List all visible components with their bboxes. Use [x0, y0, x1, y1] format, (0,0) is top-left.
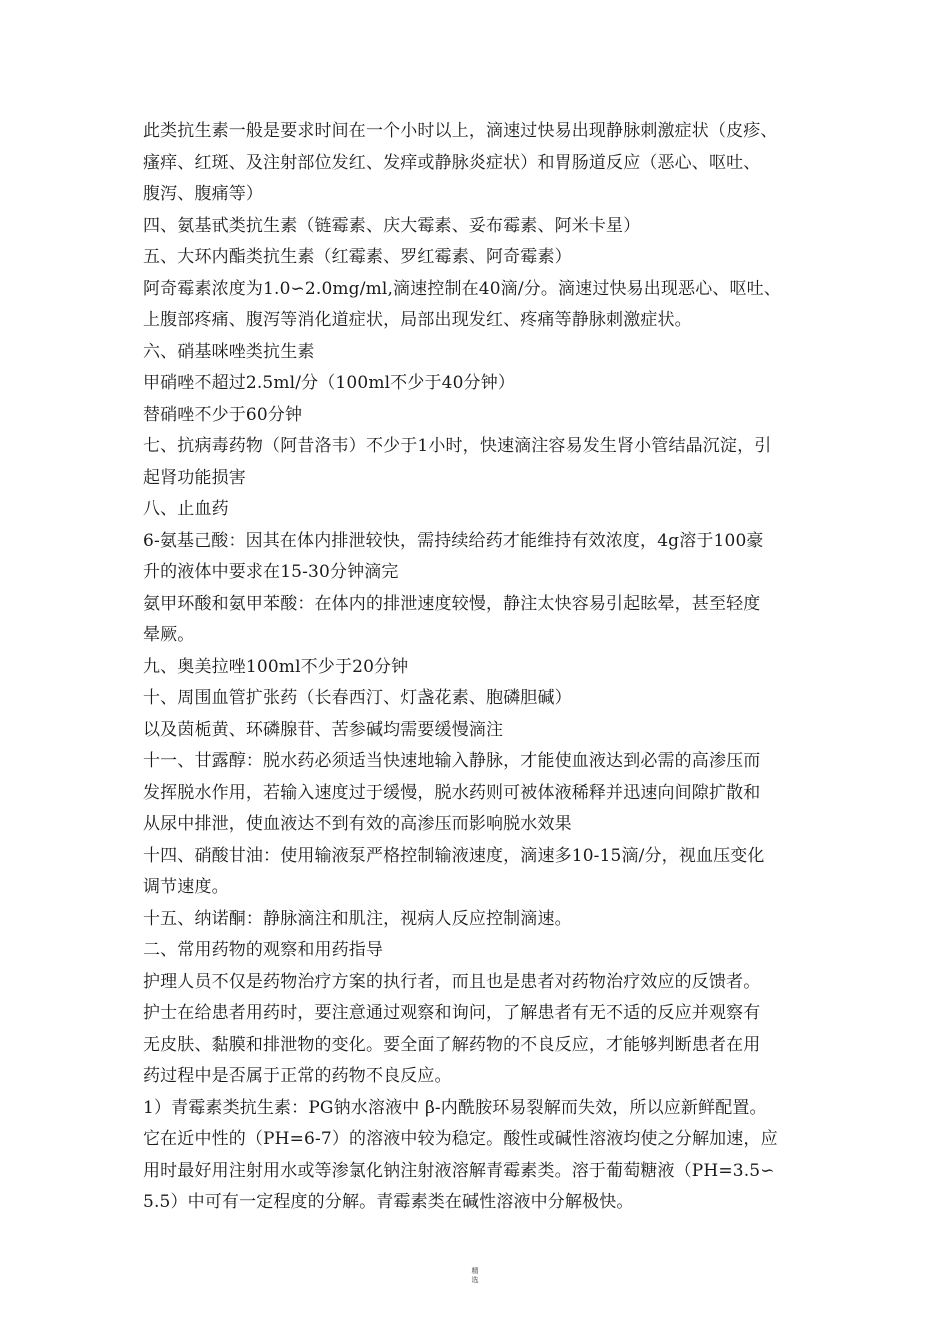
page-footer — [0, 1267, 950, 1285]
section-heading: 十四、硝酸甘油：使用输液泵严格控制输液速度，滴速多10-15滴/分，视血压变化 — [143, 845, 765, 866]
text-line: 调节速度。 — [143, 877, 229, 897]
text-line: 起肾功能损害 — [143, 467, 246, 488]
section-heading: 十五、纳诺酮：静脉滴注和肌注，视病人反应控制滴速。 — [143, 908, 572, 929]
text-line: 此类抗生素一般是要求时间在一个小时以上，滴速过快易出现静脉刺激症状（皮疹、 — [143, 121, 778, 141]
text-line: 药过程中是否属于正常的药物不良反应。 — [143, 1066, 452, 1086]
section-heading: 六、硝基咪唑类抗生素 — [143, 341, 315, 362]
text-line: 用时最好用注射用水或等渗氯化钠注射液溶解青霉素类。溶于葡萄糖液（PH=3.5∽ — [143, 1160, 775, 1181]
text-line: 阿奇霉素浓度为1.0∽2.0mg/ml,滴速控制在40滴/分。滴速过快易出现恶心、呕吐、 — [143, 278, 781, 299]
text-line: 护理人员不仅是药物治疗方案的执行者，而且也是患者对药物治疗效应的反馈者。 — [143, 971, 761, 992]
text-line: 1）青霉素类抗生素：PG钠水溶液中 β-内酰胺环易裂解而失效，所以应新鲜配置。 — [143, 1097, 767, 1118]
section-heading: 二、常用药物的观察和用药指导 — [143, 940, 384, 960]
section-heading: 五、大环内酯类抗生素（红霉素、罗红霉素、阿奇霉素） — [143, 247, 572, 267]
section-heading: 四、氨基甙类抗生素（链霉素、庆大霉素、妥布霉素、阿米卡星） — [143, 215, 641, 236]
text-line: 无皮肤、黏膜和排泄物的变化。要全面了解药物的不良反应，才能够判断患者在用 — [143, 1034, 761, 1055]
text-line: 瘙痒、红斑、及注射部位发红、发痒或静脉炎症状）和胃肠道反应（恶心、呕吐、 — [143, 152, 761, 173]
section-heading: 九、奥美拉唑100ml不少于20分钟 — [143, 656, 409, 677]
section-heading: 八、止血药 — [143, 499, 229, 519]
text-line: 6-氨基己酸：因其在体内排泄较快，需持续给药才能维持有效浓度，4g溶于100豪 — [143, 530, 764, 551]
text-line: 以及茵栀黄、环磷腺苷、苦参碱均需要缓慢滴注 — [143, 719, 504, 740]
section-heading: 七、抗病毒药物（阿昔洛韦）不少于1小时，快速滴注容易发生肾小管结晶沉淀，引 — [143, 436, 772, 456]
text-line: 晕厥。 — [143, 625, 195, 645]
text-line: 甲硝唑不超过2.5ml/分（100ml不少于40分钟） — [143, 373, 516, 393]
text-line: 氨甲环酸和氨甲苯酸：在体内的排泄速度较慢，静注太快容易引起眩晕，甚至轻度 — [143, 593, 761, 614]
footer-mark-line1: 精 — [471, 1267, 479, 1275]
text-line: 从尿中排泄，使血液达不到有效的高渗压而影响脱水效果 — [143, 814, 572, 834]
text-line: 发挥脱水作用，若输入速度过于缓慢，脱水药则可被体液稀释并迅速向间隙扩散和 — [143, 782, 761, 803]
text-line: 替硝唑不少于60分钟 — [143, 404, 303, 425]
text-line: 上腹部疼痛、腹泻等消化道症状，局部出现发红、疼痛等静脉刺激症状。 — [143, 310, 692, 330]
footer-mark-line2: 选 — [471, 1276, 479, 1284]
section-heading: 十、周围血管扩张药（长春西汀、灯盏花素、胞磷胆碱） — [143, 688, 572, 708]
text-line: 它在近中性的（PH=6-7）的溶液中较为稳定。酸性或碱性溶液均使之分解加速，应 — [143, 1129, 778, 1149]
text-line: 升的液体中要求在15-30分钟滴完 — [143, 562, 399, 582]
text-line: 5.5）中可有一定程度的分解。青霉素类在碱性溶液中分解极快。 — [143, 1192, 634, 1212]
document-body — [143, 116, 815, 1219]
section-heading: 十一、甘露醇：脱水药必须适当快速地输入静脉，才能使血液达到必需的高渗压而 — [143, 751, 761, 771]
text-line: 腹泻、腹痛等） — [143, 184, 264, 204]
text-line: 护士在给患者用药时，要注意通过观察和询问，了解患者有无不适的反应并观察有 — [143, 1003, 761, 1023]
